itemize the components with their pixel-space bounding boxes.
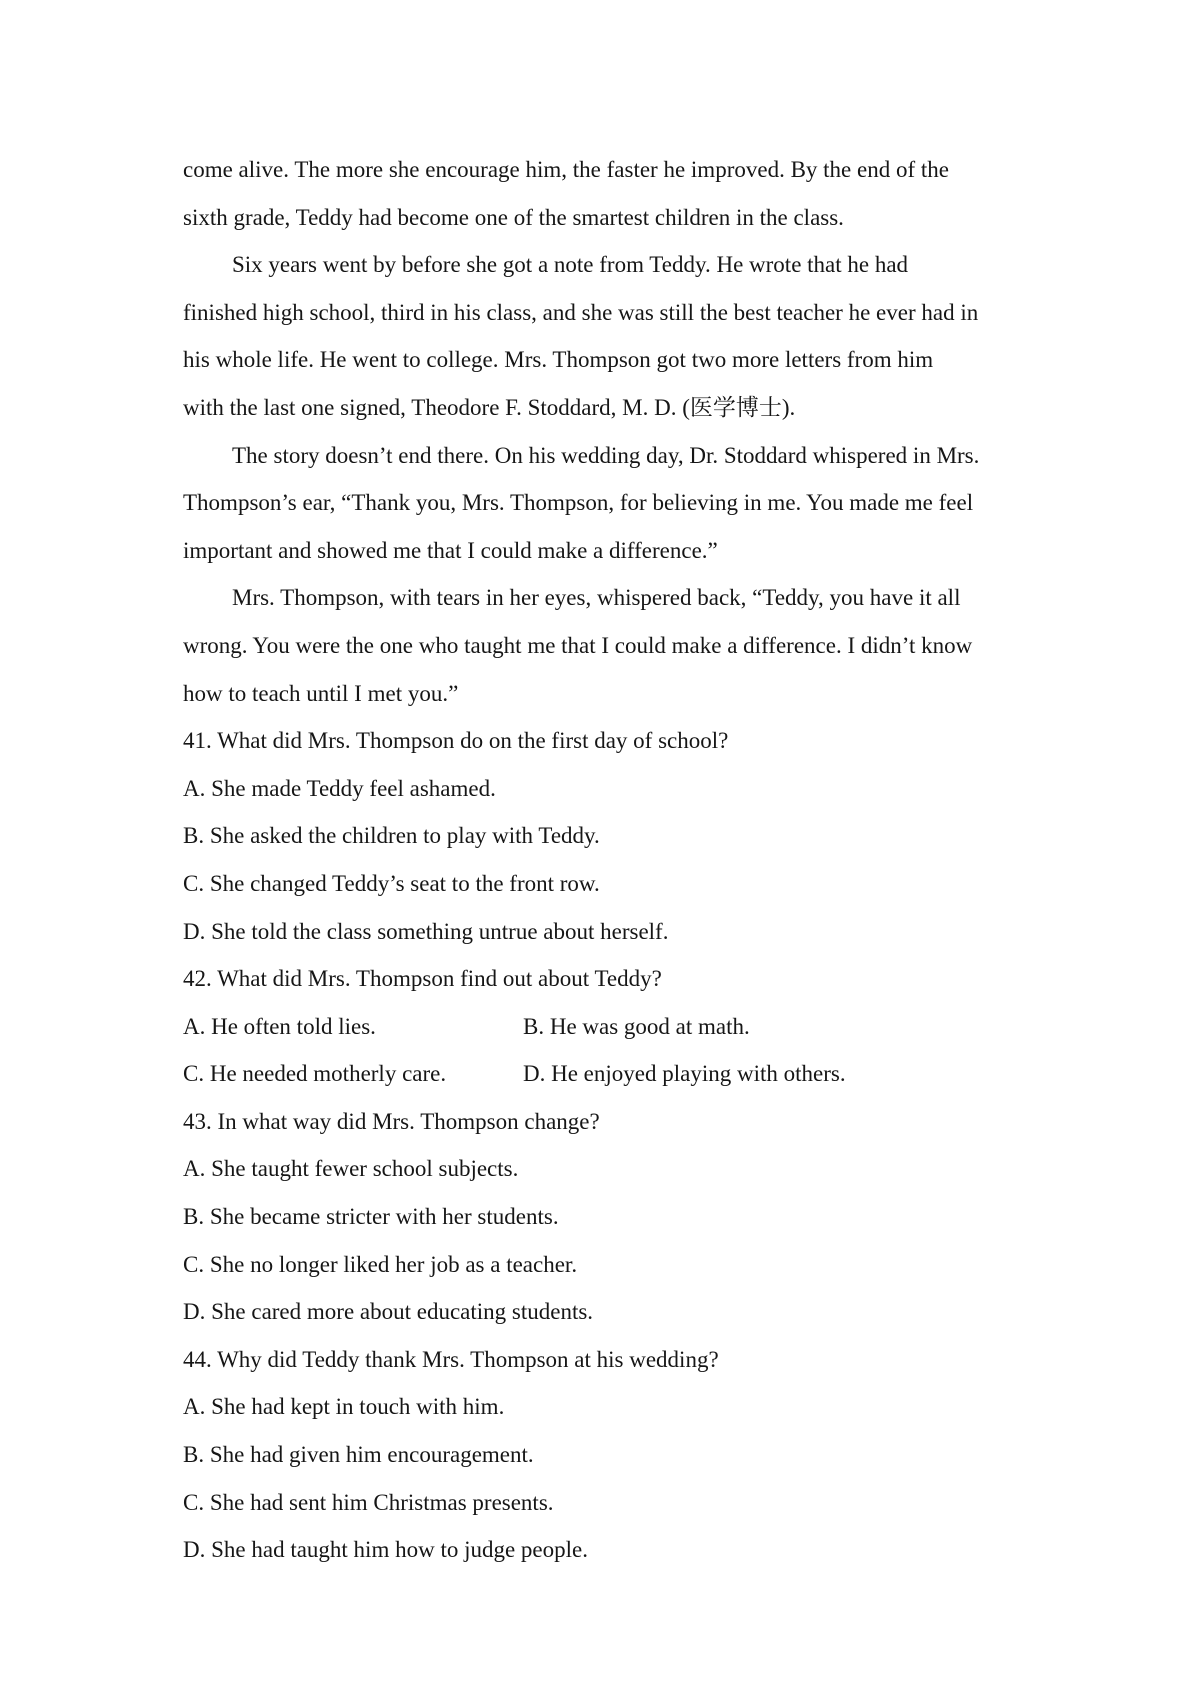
passage-line: Six years went by before she got a note from Teddy. He wrote that he had <box>232 252 909 278</box>
passage-line: his whole life. He went to college. Mrs. Thompson got two more letters from him <box>183 347 934 373</box>
question-43-option-c: C. She no longer liked her job as a teacher. <box>183 1251 578 1277</box>
question-43-option-d: D. She cared more about educating students. <box>183 1299 594 1325</box>
question-41-option-a: A. She made Teddy feel ashamed. <box>183 775 496 801</box>
question-44 <box>183 1336 1083 1574</box>
document-body <box>183 146 1083 1574</box>
passage-line: Thompson’s ear, “Thank you, Mrs. Thompson, for believing in me. You made me feel <box>183 490 974 516</box>
question-44-option-d: D. She had taught him how to judge people. <box>183 1537 588 1563</box>
question-41-option-b: B. She asked the children to play with Teddy. <box>183 823 600 849</box>
question-43 <box>183 1098 1083 1336</box>
question-42-option-d: D. He enjoyed playing with others. <box>523 1061 846 1087</box>
passage-line: how to teach until I met you.” <box>183 680 459 706</box>
passage-paragraph <box>183 432 1083 575</box>
question-43-option-b: B. She became stricter with her students. <box>183 1204 559 1230</box>
question-44-option-a: A. She had kept in touch with him. <box>183 1394 505 1420</box>
question-43-stem: 43. In what way did Mrs. Thompson change? <box>183 1108 600 1134</box>
passage-line: Mrs. Thompson, with tears in her eyes, whispered back, “Teddy, you have it all <box>232 585 961 611</box>
question-44-option-c: C. She had sent him Christmas presents. <box>183 1489 554 1515</box>
question-42-options-row <box>183 1050 1083 1098</box>
passage-paragraph <box>183 574 1083 717</box>
passage-line: finished high school, third in his class, and she was still the best teacher he ever had in <box>183 299 979 325</box>
question-42-option-c: C. He needed motherly care. <box>183 1061 447 1087</box>
passage-line: The story doesn’t end there. On his wedding day, Dr. Stoddard whispered in Mrs. <box>232 442 980 468</box>
passage-paragraph <box>183 241 1083 431</box>
passage-paragraph <box>183 146 1083 241</box>
question-42 <box>183 955 1083 1098</box>
question-41 <box>183 717 1083 955</box>
question-42-stem: 42. What did Mrs. Thompson find out about Teddy? <box>183 966 662 992</box>
question-43-option-a: A. She taught fewer school subjects. <box>183 1156 519 1182</box>
passage-line: with the last one signed, Theodore F. Stoddard, M. D. (医学博士). <box>183 394 796 420</box>
question-42-option-b: B. He was good at math. <box>523 1013 750 1039</box>
question-42-option-a: A. He often told lies. <box>183 1013 376 1039</box>
question-44-stem: 44. Why did Teddy thank Mrs. Thompson at his wedding? <box>183 1346 719 1372</box>
question-41-stem: 41. What did Mrs. Thompson do on the first day of school? <box>183 728 729 754</box>
passage-line: sixth grade, Teddy had become one of the smartest children in the class. <box>183 204 844 230</box>
question-41-option-c: C. She changed Teddy’s seat to the front row. <box>183 870 600 896</box>
question-44-option-b: B. She had given him encouragement. <box>183 1442 534 1468</box>
passage-line: wrong. You were the one who taught me that I could make a difference. I didn’t know <box>183 632 973 658</box>
passage-line: important and showed me that I could make a difference.” <box>183 537 718 563</box>
passage-line: come alive. The more she encourage him, the faster he improved. By the end of the <box>183 157 949 182</box>
question-41-option-d: D. She told the class something untrue about herself. <box>183 918 669 944</box>
question-42-options-row <box>183 1003 1083 1051</box>
passage <box>183 146 1083 717</box>
